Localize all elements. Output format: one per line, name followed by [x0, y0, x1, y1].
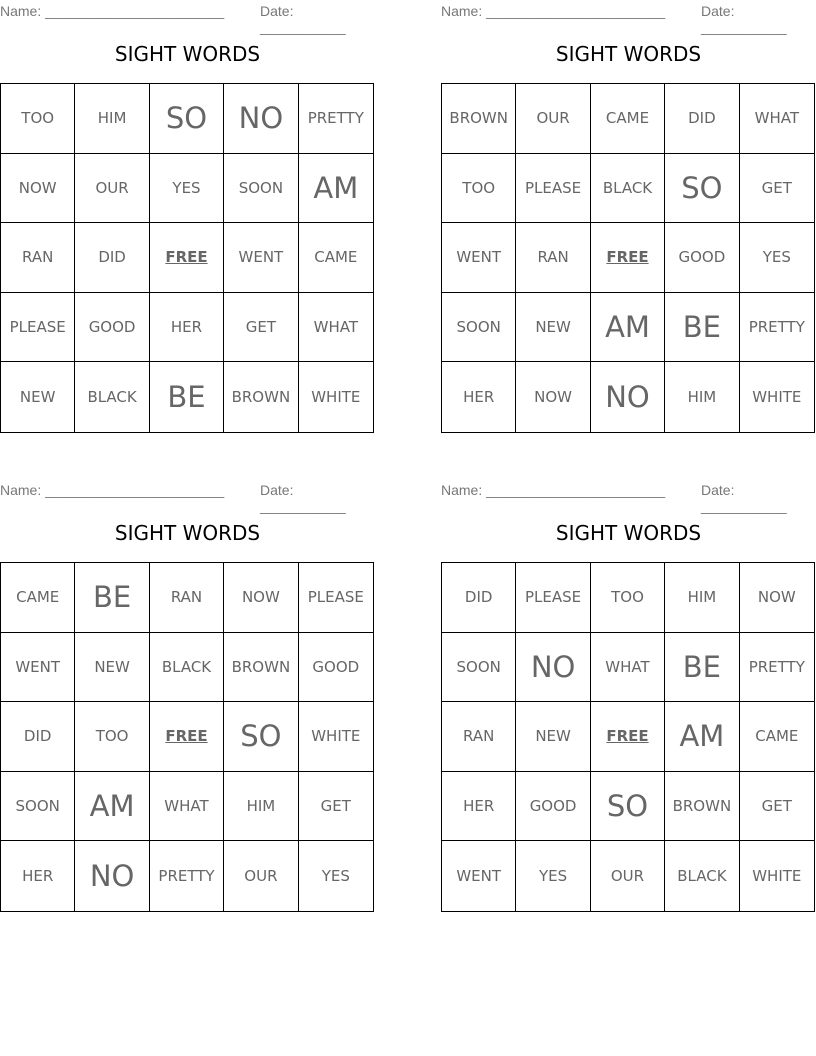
bingo-cell[interactable]: WENT	[442, 223, 516, 293]
bingo-cell[interactable]: WHITE	[311, 388, 361, 407]
bingo-cell[interactable]: BLACK	[591, 154, 665, 224]
bingo-grid	[0, 562, 374, 912]
bingo-cell[interactable]: HIM	[665, 362, 739, 432]
bingo-cell[interactable]: TOO	[591, 563, 665, 633]
bingo-cell[interactable]: WHAT	[740, 84, 814, 154]
bingo-cell[interactable]: BE	[150, 362, 224, 432]
name-field[interactable]: Name: _______________________	[441, 3, 666, 19]
bingo-cell[interactable]: YES	[150, 154, 224, 224]
date-field[interactable]: Date: ___________	[701, 482, 787, 514]
free-space[interactable]: FREE	[591, 223, 665, 293]
bingo-cell[interactable]: BE	[665, 293, 739, 363]
bingo-grid	[0, 83, 374, 433]
card-title: SIGHT WORDS	[555, 42, 702, 66]
bingo-cell[interactable]: GET	[740, 154, 814, 224]
bingo-cell[interactable]: AM	[665, 702, 739, 772]
name-date-line	[0, 3, 375, 35]
bingo-cell[interactable]: CAME	[591, 84, 665, 154]
name-date-line	[441, 482, 816, 514]
bingo-cell[interactable]: YES	[516, 841, 590, 911]
bingo-cell[interactable]: BE	[665, 633, 739, 703]
bingo-cell[interactable]: NOW	[224, 563, 298, 633]
name-field[interactable]: Name: _______________________	[0, 482, 225, 498]
bingo-cell[interactable]: WHAT	[299, 293, 373, 363]
bingo-cell[interactable]: AM	[299, 154, 373, 224]
bingo-cell[interactable]: HER	[442, 772, 516, 842]
bingo-cell[interactable]: BROWN	[224, 362, 298, 432]
bingo-cell[interactable]: WHAT	[150, 772, 224, 842]
bingo-cell[interactable]: SOON	[442, 633, 516, 703]
bingo-cell[interactable]: RAN	[1, 223, 75, 293]
bingo-cell[interactable]: BLACK	[665, 841, 739, 911]
date-field[interactable]: Date: ___________	[260, 3, 346, 35]
bingo-cell[interactable]: SO	[224, 702, 298, 772]
bingo-cell[interactable]: PLEASE	[516, 154, 590, 224]
free-space[interactable]: FREE	[591, 702, 665, 772]
free-space[interactable]: FREE	[150, 702, 224, 772]
bingo-cell[interactable]: SOON	[442, 293, 516, 363]
name-field[interactable]: Name: _______________________	[441, 482, 666, 498]
card-title: SIGHT WORDS	[114, 521, 261, 545]
bingo-cell[interactable]: GET	[740, 772, 814, 842]
free-space[interactable]: FREE	[150, 223, 224, 293]
bingo-cell[interactable]: OUR	[224, 841, 298, 911]
bingo-cell[interactable]: TOO	[442, 154, 516, 224]
bingo-cell[interactable]: YES	[740, 223, 814, 293]
bingo-cell[interactable]: OUR	[75, 154, 149, 224]
bingo-cell[interactable]: PLEASE	[516, 563, 590, 633]
name-date-line	[441, 3, 816, 35]
bingo-cell[interactable]: PLEASE	[1, 293, 75, 363]
bingo-cell[interactable]: GET	[224, 293, 298, 363]
bingo-cell[interactable]: OUR	[591, 841, 665, 911]
bingo-cell[interactable]: HER	[1, 841, 75, 911]
bingo-cell[interactable]: SOON	[1, 772, 75, 842]
bingo-cell[interactable]: PRETTY	[740, 293, 814, 363]
date-field[interactable]: Date: ___________	[701, 3, 787, 35]
bingo-cell[interactable]: GOOD	[299, 633, 373, 703]
date-field[interactable]: Date: ___________	[260, 482, 346, 514]
bingo-cell[interactable]: DID	[75, 223, 149, 293]
bingo-cell[interactable]: SO	[150, 84, 224, 154]
bingo-cell[interactable]: SOON	[224, 154, 298, 224]
bingo-cell[interactable]: SO	[665, 154, 739, 224]
bingo-cell[interactable]: PRETTY	[150, 841, 224, 911]
bingo-cell[interactable]: BLACK	[75, 362, 149, 432]
bingo-cell[interactable]: OUR	[516, 84, 590, 154]
bingo-cell[interactable]: HIM	[665, 563, 739, 633]
name-field[interactable]: Name: _______________________	[0, 3, 225, 19]
bingo-cell[interactable]: BE	[75, 563, 149, 633]
bingo-cell[interactable]: WENT	[224, 223, 298, 293]
bingo-cell[interactable]: BROWN	[442, 84, 516, 154]
bingo-cell[interactable]: TOO	[1, 84, 75, 154]
bingo-cell[interactable]: NO	[516, 633, 590, 703]
bingo-cell[interactable]: BROWN	[224, 633, 298, 703]
bingo-cell[interactable]: BROWN	[665, 772, 739, 842]
bingo-cell[interactable]: NEW	[516, 293, 590, 363]
bingo-cell[interactable]: RAN	[442, 702, 516, 772]
bingo-cell[interactable]: GOOD	[75, 293, 149, 363]
bingo-cell[interactable]: WHITE	[752, 388, 802, 407]
bingo-grid	[441, 83, 815, 433]
bingo-cell[interactable]: CAME	[740, 702, 814, 772]
card-title: SIGHT WORDS	[555, 521, 702, 545]
bingo-cell[interactable]: GOOD	[665, 223, 739, 293]
bingo-cell[interactable]: NO	[75, 841, 149, 911]
bingo-cell[interactable]: HIM	[224, 772, 298, 842]
bingo-cell[interactable]: PRETTY	[740, 633, 814, 703]
bingo-grid	[441, 562, 815, 912]
bingo-cell[interactable]: RAN	[150, 563, 224, 633]
name-date-line	[0, 482, 375, 514]
bingo-cell[interactable]: HER	[150, 293, 224, 363]
bingo-cell[interactable]: NOW	[740, 563, 814, 633]
bingo-cell[interactable]: NEW	[516, 702, 590, 772]
bingo-cell[interactable]: CAME	[299, 223, 373, 293]
bingo-cell[interactable]: HIM	[75, 84, 149, 154]
bingo-cell[interactable]: WHITE	[299, 702, 373, 772]
bingo-cell[interactable]: WHITE	[752, 867, 802, 886]
bingo-cell[interactable]: PRETTY	[299, 84, 373, 154]
bingo-cell[interactable]: WHAT	[591, 633, 665, 703]
bingo-cell[interactable]: GOOD	[516, 772, 590, 842]
bingo-cell[interactable]: NO	[591, 362, 665, 432]
bingo-cell[interactable]: DID	[442, 563, 516, 633]
bingo-cell[interactable]: BLACK	[150, 633, 224, 703]
bingo-cell[interactable]: GET	[299, 772, 373, 842]
bingo-cell[interactable]: SO	[591, 772, 665, 842]
bingo-cell[interactable]: WENT	[1, 633, 75, 703]
bingo-cell[interactable]: NOW	[516, 362, 590, 432]
bingo-cell[interactable]: TOO	[75, 702, 149, 772]
bingo-cell[interactable]: CAME	[1, 563, 75, 633]
bingo-cell[interactable]: PLEASE	[299, 563, 373, 633]
bingo-cell[interactable]: YES	[321, 867, 350, 886]
bingo-cell[interactable]: DID	[665, 84, 739, 154]
bingo-cell[interactable]: DID	[1, 702, 75, 772]
bingo-cell[interactable]: AM	[75, 772, 149, 842]
bingo-cell[interactable]: NEW	[1, 362, 75, 432]
bingo-cell[interactable]: NEW	[75, 633, 149, 703]
bingo-cell[interactable]: NOW	[1, 154, 75, 224]
bingo-cell[interactable]: HER	[442, 362, 516, 432]
card-title: SIGHT WORDS	[114, 42, 261, 66]
bingo-cell[interactable]: RAN	[516, 223, 590, 293]
bingo-cell[interactable]: AM	[591, 293, 665, 363]
bingo-cell[interactable]: WENT	[442, 841, 516, 911]
bingo-cell[interactable]: NO	[224, 84, 298, 154]
